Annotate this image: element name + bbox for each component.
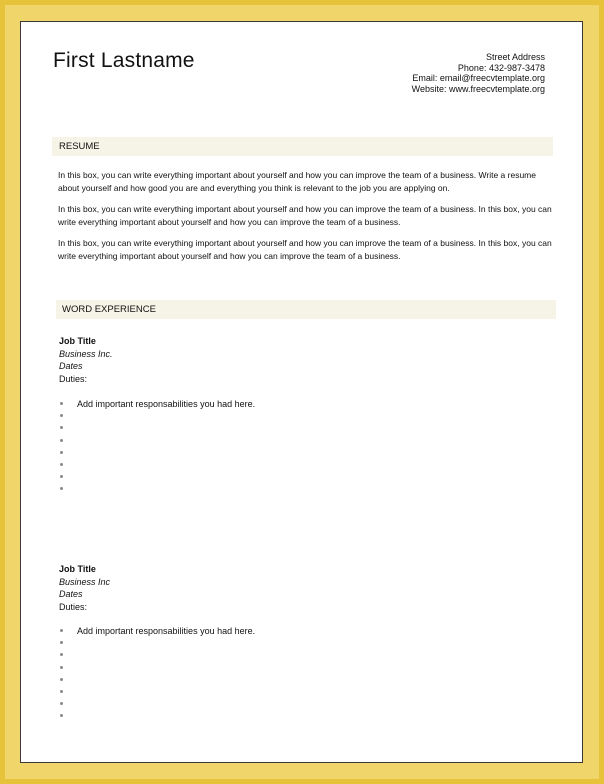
duty-item: Add important responsabilities you had here.: [59, 625, 255, 637]
phone: Phone: 432-987-3478: [457, 62, 545, 73]
street-address: Street Address: [485, 52, 545, 62]
website: Website: www.freecvtemplate.org: [411, 83, 545, 94]
candidate-name: First Lastname: [53, 49, 195, 72]
duty-item: [59, 637, 255, 649]
bullet-icon: [60, 653, 63, 656]
job-entry: [59, 335, 113, 385]
bullet-icon: [60, 475, 63, 478]
resume-paragraph: In this box, you can write everything important about yourself and how you can improve the team of a business. In this box, you can write everything important about yourself and how you can improve the team of a business.: [58, 238, 552, 261]
bullet-icon: [60, 678, 63, 681]
resume-paragraph: In this box, you can write everything important about yourself and how you can improve the team of a business. In this box, you can write everything important about yourself and how you can improve the team of a business.: [58, 204, 552, 227]
duty-item: [59, 459, 255, 471]
bullet-icon: [60, 487, 63, 490]
duty-item: [59, 674, 255, 686]
job-company: Business Inc.: [59, 348, 113, 359]
duty-item: Add important responsabilities you had here.: [59, 398, 255, 410]
duties-list: [59, 625, 255, 723]
job-dates: Dates: [59, 361, 83, 371]
duties-list: [59, 398, 255, 496]
duty-item: [59, 686, 255, 698]
job-company: Business Inc: [59, 576, 111, 587]
duty-item: [59, 483, 255, 495]
resume-paragraph: In this box, you can write everything important about yourself and how you can improve the team of a business. Write a resume about yourself and how good you are and everything you think is relevant to the job you are applying on.: [58, 170, 536, 193]
contact-block: [412, 52, 545, 94]
bullet-icon: [60, 714, 63, 717]
bullet-icon: [60, 414, 63, 417]
bullet-icon: [60, 439, 63, 442]
bullet-icon: [60, 463, 63, 466]
email: Email: email@freecvtemplate.org: [412, 73, 545, 83]
job-dates: Dates: [59, 589, 83, 599]
job-entry: [59, 563, 110, 613]
bullet-icon: [60, 702, 63, 705]
resume-page: [20, 21, 583, 763]
duty-item: [59, 471, 255, 483]
job-duties-label: Duties:: [59, 601, 88, 612]
resume-section-heading: RESUME: [52, 137, 553, 156]
duty-item: [59, 662, 255, 674]
bullet-icon: [60, 451, 63, 454]
duty-item: [59, 410, 255, 422]
job-title: Job Title: [59, 336, 96, 346]
duty-item: [59, 698, 255, 710]
bullet-icon: [60, 666, 63, 669]
bullet-icon: [60, 641, 63, 644]
duty-item: [59, 447, 255, 459]
bullet-icon: [60, 690, 63, 693]
duty-item: [59, 710, 255, 722]
job-duties-label: Duties:: [59, 373, 88, 384]
experience-section-heading: WORD EXPERIENCE: [56, 300, 556, 319]
duty-item: [59, 435, 255, 447]
bullet-icon: [60, 629, 63, 632]
duty-item: [59, 422, 255, 434]
bullet-icon: [60, 426, 63, 429]
duty-item: [59, 649, 255, 661]
job-title: Job Title: [59, 564, 96, 574]
bullet-icon: [60, 402, 63, 405]
